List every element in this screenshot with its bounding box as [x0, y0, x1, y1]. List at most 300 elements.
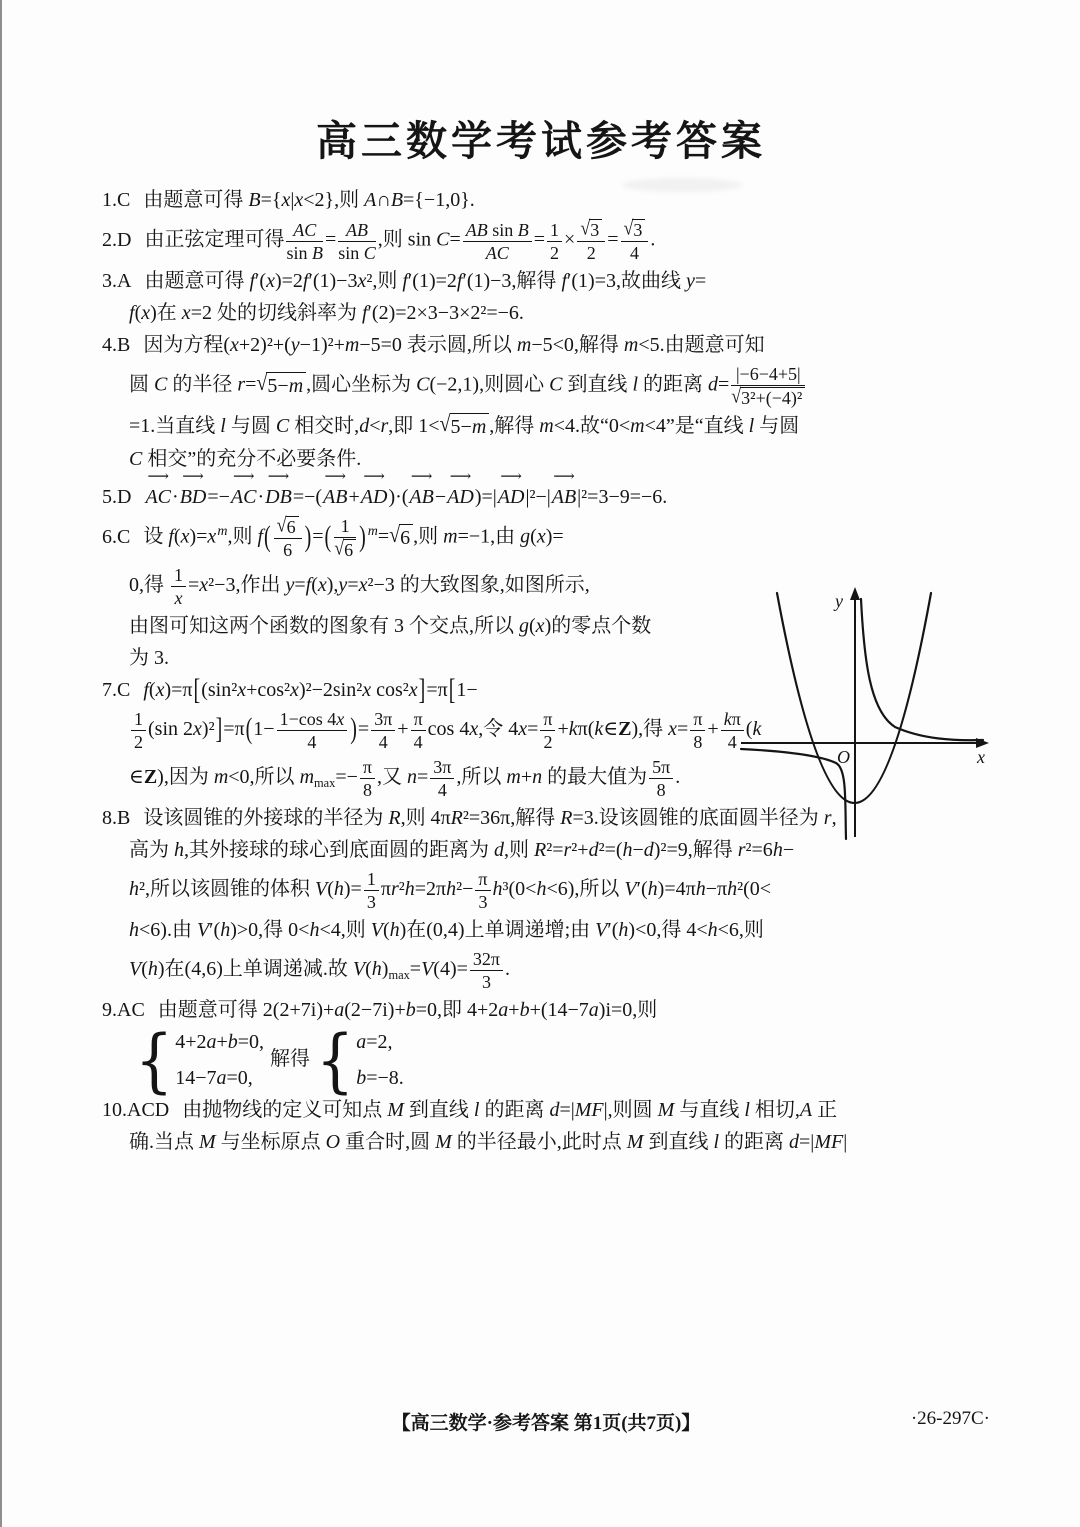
denominator — [286, 242, 323, 263]
math-var: h — [371, 958, 382, 981]
equation-system — [316, 1020, 404, 1101]
vector — [360, 469, 388, 511]
answer-line: 2.D 由正弦定理可得 $\frac{AC}{\text{sin B}}$ = $\frac{AB}{\text{sin C}}$ ,则 sin C= $\frac{\text{AB sin B}}{AC}$ = $\frac{1}{2}$ × √ 3 2 = √ 3 4 . — [102, 216, 656, 263]
fraction — [371, 709, 395, 752]
vector-name: AB — [409, 486, 434, 508]
math-var: f — [168, 525, 174, 548]
fraction — [475, 869, 490, 912]
bracket: ( — [264, 519, 271, 553]
math-var: n — [532, 766, 543, 789]
math-var: sin — [154, 718, 179, 741]
bracket: [ — [193, 673, 201, 707]
numerator: 1−cos 4x — [277, 709, 348, 731]
vector — [265, 469, 292, 511]
math-var: k — [568, 718, 578, 741]
math-var: C — [416, 373, 430, 396]
denominator: 4 — [629, 243, 639, 263]
sqrt — [334, 536, 356, 560]
math-var: x — [535, 615, 545, 637]
math-var: x — [180, 525, 190, 548]
math-var: r — [563, 839, 572, 861]
fraction — [334, 516, 356, 560]
math-var: B — [390, 189, 404, 211]
y-axis-arrow — [850, 587, 860, 600]
math-var: V — [624, 878, 637, 901]
subscript — [388, 968, 409, 982]
math-var: R — [534, 839, 547, 861]
math-var: m — [623, 334, 639, 356]
answer-label: 8.B — [102, 807, 131, 829]
subscript — [314, 776, 335, 790]
numerator: π — [360, 757, 375, 779]
answer-line: 确.当点 M 与坐标原点 O 重合时,圆 M 的半径最小,此时点 M 到直线 l 的距离 d=|MF| — [129, 1131, 848, 1153]
bracket: ) — [304, 519, 312, 553]
math-var: f — [305, 574, 312, 597]
math-var: x — [199, 574, 209, 597]
denominator: 2 — [134, 732, 143, 752]
math-var: l — [632, 373, 638, 396]
answer-line: $\frac{1}{2}$ (sin 2x)²]=π(1− $\frac{1-\cos 4x}{4}$ )= $\frac{3\pi}{4}$ + $\frac{\pi}{4}$ cos 4x,令 4x= $\frac{\pi}{2}$ +kπ(k∈Z),得 x= $\frac{\pi}{8}$ + $\frac{k\pi}{4}$ (k — [102, 709, 990, 752]
sqrt — [440, 413, 490, 441]
math-var: h — [647, 878, 658, 901]
numerator: π — [411, 709, 426, 731]
math-var: sin — [286, 242, 308, 263]
math-var: V — [196, 919, 210, 941]
equation-row: b=−8. — [356, 1067, 404, 1089]
vector-arrow-icon: ⟶ — [147, 469, 169, 485]
math-var: h — [492, 878, 503, 901]
vector-name: AB — [551, 486, 577, 508]
vector-name: AD — [447, 486, 474, 508]
math-var: k — [723, 709, 732, 729]
math-var: a — [588, 999, 599, 1021]
math-var: V — [370, 919, 383, 941]
math-var: m — [630, 415, 645, 437]
math-var: h — [772, 839, 783, 861]
math-var: x — [155, 679, 165, 701]
math-var: Z — [143, 766, 158, 789]
radical-sign: √ — [439, 412, 451, 437]
radical-sign: √ — [731, 384, 742, 407]
math-var: x — [362, 679, 372, 701]
math-var: x — [317, 574, 327, 597]
math-var: i — [605, 999, 612, 1021]
answer-line: h²,所以该圆锥的体积 V(h)= $\frac{1}{3}$ πr²h=2πh²− $\frac{\pi}{3}$ h³(0<h<6),所以 V′(h)=4πh−πh²(0< — [129, 869, 772, 912]
vector-name: AC — [145, 486, 172, 508]
fraction — [621, 216, 649, 263]
radicand: 5−m — [450, 413, 490, 441]
answer-item — [102, 469, 990, 511]
math-var: m — [288, 374, 304, 397]
vector-arrow-icon: ⟶ — [267, 469, 290, 485]
math-var: h — [622, 839, 633, 861]
math-var: sin — [492, 219, 514, 240]
math-var: m — [471, 416, 487, 438]
fraction — [540, 709, 555, 752]
radical-sign: √ — [580, 216, 591, 239]
fraction — [364, 869, 379, 912]
math-var: sin — [332, 679, 357, 701]
numerator — [577, 216, 605, 242]
numerator: 1 — [364, 869, 379, 891]
vector — [447, 469, 474, 511]
math-var: sin — [338, 242, 360, 263]
radical-sign: √ — [256, 370, 268, 396]
hyperbola-branch-q3 — [741, 749, 846, 839]
math-var: B — [311, 242, 323, 263]
math-var: max — [388, 968, 410, 983]
footer-title: 【高三数学·参考答案 第1页(共7页)】 — [391, 1413, 701, 1434]
hyperbola-branch-q1 — [861, 599, 983, 740]
math-var: g — [520, 525, 531, 548]
radical-sign: √ — [623, 216, 634, 239]
math-var: MF — [574, 1099, 604, 1121]
vector — [409, 469, 434, 511]
answer-line: f(x)在 x=2 处的切线斜率为 f′(2)=2×3−3×2²=−6. — [129, 302, 524, 324]
math-var: r — [737, 839, 746, 861]
denominator — [731, 386, 805, 408]
math-var: x — [358, 574, 368, 597]
radicand: 6 — [286, 516, 299, 537]
math-var: f — [302, 270, 309, 292]
vector-arrow-icon: ⟶ — [410, 469, 433, 485]
math-var: x — [230, 334, 239, 356]
equation-row: 4+2a+b=0, — [175, 1031, 265, 1053]
math-var: x — [174, 588, 183, 608]
math-var: b — [227, 1031, 238, 1053]
equation-rows — [175, 1029, 264, 1092]
numerator: |−6−4+5| — [731, 364, 805, 386]
denominator: 8 — [693, 732, 703, 752]
math-var: m — [516, 334, 532, 356]
answer-line: 9.AC 由题意可得 2(2+7i)+a(2−7i)+b=0,即 4+2a+b+(14−7a)i=0,则 — [102, 999, 658, 1021]
math-var: x — [141, 302, 151, 324]
math-var: m — [299, 766, 315, 789]
math-var: h — [707, 919, 718, 941]
math-var: r — [823, 807, 832, 829]
math-var: h — [695, 878, 706, 901]
answer-label: 6.C — [102, 525, 131, 548]
math-var: cos — [376, 679, 403, 701]
math-var: x — [290, 679, 299, 701]
math-var: h — [129, 878, 139, 901]
sqrt — [389, 524, 413, 552]
answer-label: 10.ACD — [102, 1099, 170, 1121]
math-var: cos — [257, 679, 285, 701]
math-var: Z — [618, 718, 632, 741]
denominator: 4 — [413, 732, 423, 752]
denominator — [171, 587, 186, 608]
math-var: x — [237, 679, 247, 701]
math-var: x — [266, 270, 275, 292]
numerator: π — [475, 869, 490, 891]
answer-line: 7.C f(x)=π[(sin²x+cos²x)²−2sin²x cos²x]=π[1− — [102, 677, 990, 704]
vector — [323, 469, 348, 511]
math-var: x — [181, 302, 191, 324]
footer-code: ·26-297C· — [910, 1408, 990, 1429]
answer-line: 高为 h,其外接球的球心到底面圆的距离为 d,则 R²=r²+d²=(h−d)²=9,解得 r²=6h− — [129, 839, 795, 861]
sqrt — [623, 216, 646, 240]
radicand: 5−m — [266, 372, 306, 400]
math-var: C — [549, 373, 563, 396]
fraction — [649, 757, 673, 800]
math-var: d — [588, 839, 599, 861]
answer-line: 5.D ⟶ AC· ⟶ BD=− ⟶ AC· ⟶ DB=−( ⟶ AB+ ⟶ AD)·( ⟶ AB− ⟶ AD)=| ⟶ AD|²−| ⟶ AB|²=3−9=−6. — [102, 478, 990, 511]
bracket: ( — [324, 519, 332, 553]
denominator: 2 — [586, 243, 596, 263]
math-var: d — [549, 1099, 560, 1121]
answer-label: 9.AC — [102, 999, 145, 1021]
function-graph-figure — [737, 585, 995, 843]
vector-name: BD — [179, 486, 207, 508]
math-var: V — [352, 958, 366, 981]
x-axis-label: x — [977, 747, 985, 767]
math-var: y — [285, 574, 295, 597]
math-var: a — [498, 999, 509, 1021]
math-var: x — [536, 525, 546, 548]
math-var: R — [560, 807, 573, 829]
answer-line: 1.C 由题意可得 B={x|x<2},则 A∩B={−1,0}. — [102, 189, 475, 211]
math-var: R — [450, 807, 463, 829]
math-var: x — [207, 525, 217, 548]
math-var: k — [594, 718, 604, 741]
radical-sign: √ — [334, 536, 345, 559]
answer-line: C 相交”的充分不必要条件. — [129, 448, 362, 470]
math-var: y — [290, 334, 300, 356]
math-var: A — [799, 1099, 813, 1121]
math-var: h — [404, 878, 415, 901]
answer-line: V(h)在(4,6)上单调递减.故 $V(h)_{max}=V(4)=$ $\frac{32\pi}{3}$ . — [129, 949, 510, 992]
answer-line: 10.ACD 由抛物线的定义可知点 M 到直线 l 的距离 d=|MF|,则圆 M 与直线 l 相切,A 正 — [102, 1099, 838, 1121]
fraction — [430, 757, 454, 800]
denominator — [463, 242, 532, 263]
answer-label: 2.D — [102, 228, 132, 251]
numerator: 32π — [470, 949, 503, 971]
sqrt — [731, 384, 805, 408]
math-var: x — [469, 718, 479, 741]
equation-system — [135, 1020, 265, 1101]
math-var: sin — [407, 228, 432, 251]
fraction — [171, 565, 186, 608]
math-var: x — [294, 189, 304, 211]
math-var: k — [752, 718, 762, 741]
denominator: 3 — [478, 892, 488, 912]
fraction — [274, 513, 302, 560]
fraction — [131, 709, 146, 752]
vector-arrow-icon: ⟶ — [449, 469, 472, 485]
denominator: 6 — [283, 540, 293, 560]
vector-arrow-icon: ⟶ — [553, 469, 575, 485]
fraction — [463, 220, 532, 263]
math-var: B — [248, 189, 261, 211]
numerator: 3π — [371, 709, 395, 731]
denominator: 8 — [656, 780, 666, 800]
math-var: m — [344, 334, 360, 356]
math-var: b — [356, 1067, 367, 1089]
numerator: kπ — [721, 709, 744, 731]
answer-line: 4.B 因为方程(x+2)²+(y−1)²+m−5=0 表示圆,所以 m−5<0,解得 m<5.由题意可知 — [102, 334, 765, 356]
math-var: f — [249, 270, 256, 292]
math-var: l — [713, 1131, 720, 1153]
denominator — [338, 242, 376, 263]
math-var: m — [213, 766, 229, 789]
math-var: h — [618, 919, 629, 941]
fraction — [338, 220, 376, 263]
math-var: MF — [814, 1131, 844, 1153]
math-var: C — [154, 373, 168, 396]
denominator: 4 — [307, 732, 317, 752]
math-var: d — [359, 415, 370, 437]
math-var: x — [193, 718, 202, 741]
math-var: b — [405, 999, 416, 1021]
math-var: B — [517, 219, 529, 240]
math-var: AB — [465, 219, 488, 240]
numerator: π — [540, 709, 555, 731]
math-var: cos — [298, 709, 323, 729]
bracket: [ — [448, 673, 456, 707]
y-axis-label: y — [835, 591, 843, 611]
math-var: h — [129, 919, 139, 941]
numerator: π — [690, 709, 705, 731]
answer-item — [102, 332, 990, 473]
equation-row: a=2, — [356, 1031, 393, 1053]
denominator — [334, 538, 356, 560]
answer-label: 4.B — [102, 334, 131, 356]
vector — [179, 469, 207, 511]
vector-name: AB — [323, 486, 348, 508]
fraction — [547, 220, 562, 263]
answer-label: 3.A — [102, 270, 132, 292]
page-title: 高三数学考试参考答案 — [316, 118, 766, 164]
answer-line: h<6).由 V′(h)>0,得 0<h<4,则 V(h)在(0,4)上单调递增;由 V′(h)<0,得 4<h<6,则 — [129, 919, 764, 941]
math-var: r — [380, 415, 389, 437]
math-var: x — [668, 718, 678, 741]
answer-item — [102, 997, 990, 1101]
vector — [551, 469, 577, 511]
radicand: 6 — [399, 524, 413, 552]
answer-line: 圆 C 的半径 r= √ 5−m ,圆心坐标为 C(−2,1),则圆心 C 到直线 l 的距离 d= |−6−4+5| √ 3²+(−4)² — [102, 364, 990, 408]
answer-item — [102, 216, 990, 263]
brace-icon: { — [135, 1020, 174, 1101]
numerator — [286, 220, 323, 242]
math-var: f — [257, 525, 263, 548]
numerator — [338, 220, 376, 242]
answer-line: 由图可知这两个函数的图象有 3 个交点,所以 g(x)的零点个数 — [129, 615, 652, 637]
numerator — [274, 513, 302, 539]
math-var: x — [518, 718, 528, 741]
math-var: d — [789, 1131, 800, 1153]
fraction — [470, 949, 503, 992]
answer-label: 1.C — [102, 189, 131, 211]
vector-arrow-icon: ⟶ — [182, 469, 204, 485]
vector — [230, 469, 257, 511]
math-var: h — [147, 958, 158, 981]
bracket: ( — [245, 712, 253, 746]
superscript — [368, 524, 378, 539]
vector-name: DB — [265, 486, 292, 508]
numerator — [463, 220, 532, 242]
math-var: f — [402, 270, 408, 292]
math-var: h — [727, 878, 738, 901]
math-var: A — [364, 189, 377, 211]
answer-item — [102, 187, 990, 214]
math-var: f — [456, 270, 463, 292]
math-var: g — [519, 615, 529, 637]
math-var: h — [309, 919, 320, 941]
math-var: a — [216, 1067, 227, 1089]
math-var: V — [595, 919, 608, 941]
math-var: M — [626, 1131, 644, 1153]
math-var: m — [443, 525, 458, 548]
vector-name: AD — [497, 486, 525, 508]
math-var: R — [388, 807, 401, 829]
fraction — [690, 709, 705, 752]
bracket: ) — [359, 519, 366, 553]
sqrt — [580, 216, 602, 240]
math-var: m — [506, 766, 521, 789]
numerator: 1 — [171, 565, 186, 587]
bracket: ) — [350, 712, 357, 746]
math-var: y — [685, 270, 695, 292]
sqrt — [276, 513, 299, 537]
math-var: AC — [485, 242, 509, 263]
denominator: 2 — [550, 242, 560, 263]
math-var: sin — [207, 679, 232, 701]
math-var: r — [390, 878, 399, 901]
bracket: ] — [418, 673, 426, 707]
vector-name: AC — [230, 486, 257, 508]
answer-item — [102, 268, 990, 327]
math-var: i — [382, 999, 388, 1021]
denominator: 8 — [362, 780, 372, 800]
equation-rows — [356, 1029, 404, 1092]
numerator: 1 — [547, 220, 562, 242]
answer-label: 7.C — [102, 679, 131, 701]
fraction — [277, 709, 348, 752]
math-var: f — [129, 302, 135, 324]
math-var: x — [357, 270, 367, 292]
answer-label: 5.D — [102, 486, 132, 508]
answer-line: ∈Z),因为 m<0,所以 $m_{max}=-$ $\frac{\pi}{8}$ ,又 n= $\frac{3\pi}{4}$ ,所以 m+n 的最大值为 $\frac{5\pi}{8}$ . — [129, 757, 681, 800]
numerator — [621, 216, 649, 242]
math-var: h — [389, 919, 400, 941]
numerator: 1 — [131, 709, 146, 731]
math-var: x — [281, 189, 291, 211]
denominator: 4 — [727, 732, 737, 752]
fraction — [411, 709, 426, 752]
math-var: d — [643, 839, 654, 861]
math-var: d — [708, 373, 718, 396]
math-var: h — [220, 919, 231, 941]
math-var: AB — [346, 219, 369, 240]
math-var: V — [315, 878, 328, 901]
math-var: l — [220, 415, 226, 437]
radicand: 3 — [589, 219, 602, 240]
math-var: m — [539, 415, 554, 437]
math-var: O — [325, 1131, 341, 1153]
superscript — [217, 524, 227, 539]
math-var: l — [473, 1099, 480, 1121]
numerator: 1 — [334, 516, 356, 538]
math-var: h — [174, 839, 184, 861]
vector — [497, 469, 525, 511]
math-var: C — [436, 228, 450, 251]
brace-icon: { — [316, 1020, 355, 1101]
math-var: V — [421, 958, 434, 981]
vector-name: AD — [360, 486, 388, 508]
equation-row: 14−7a=0, — [175, 1067, 253, 1089]
math-var: r — [237, 373, 246, 396]
